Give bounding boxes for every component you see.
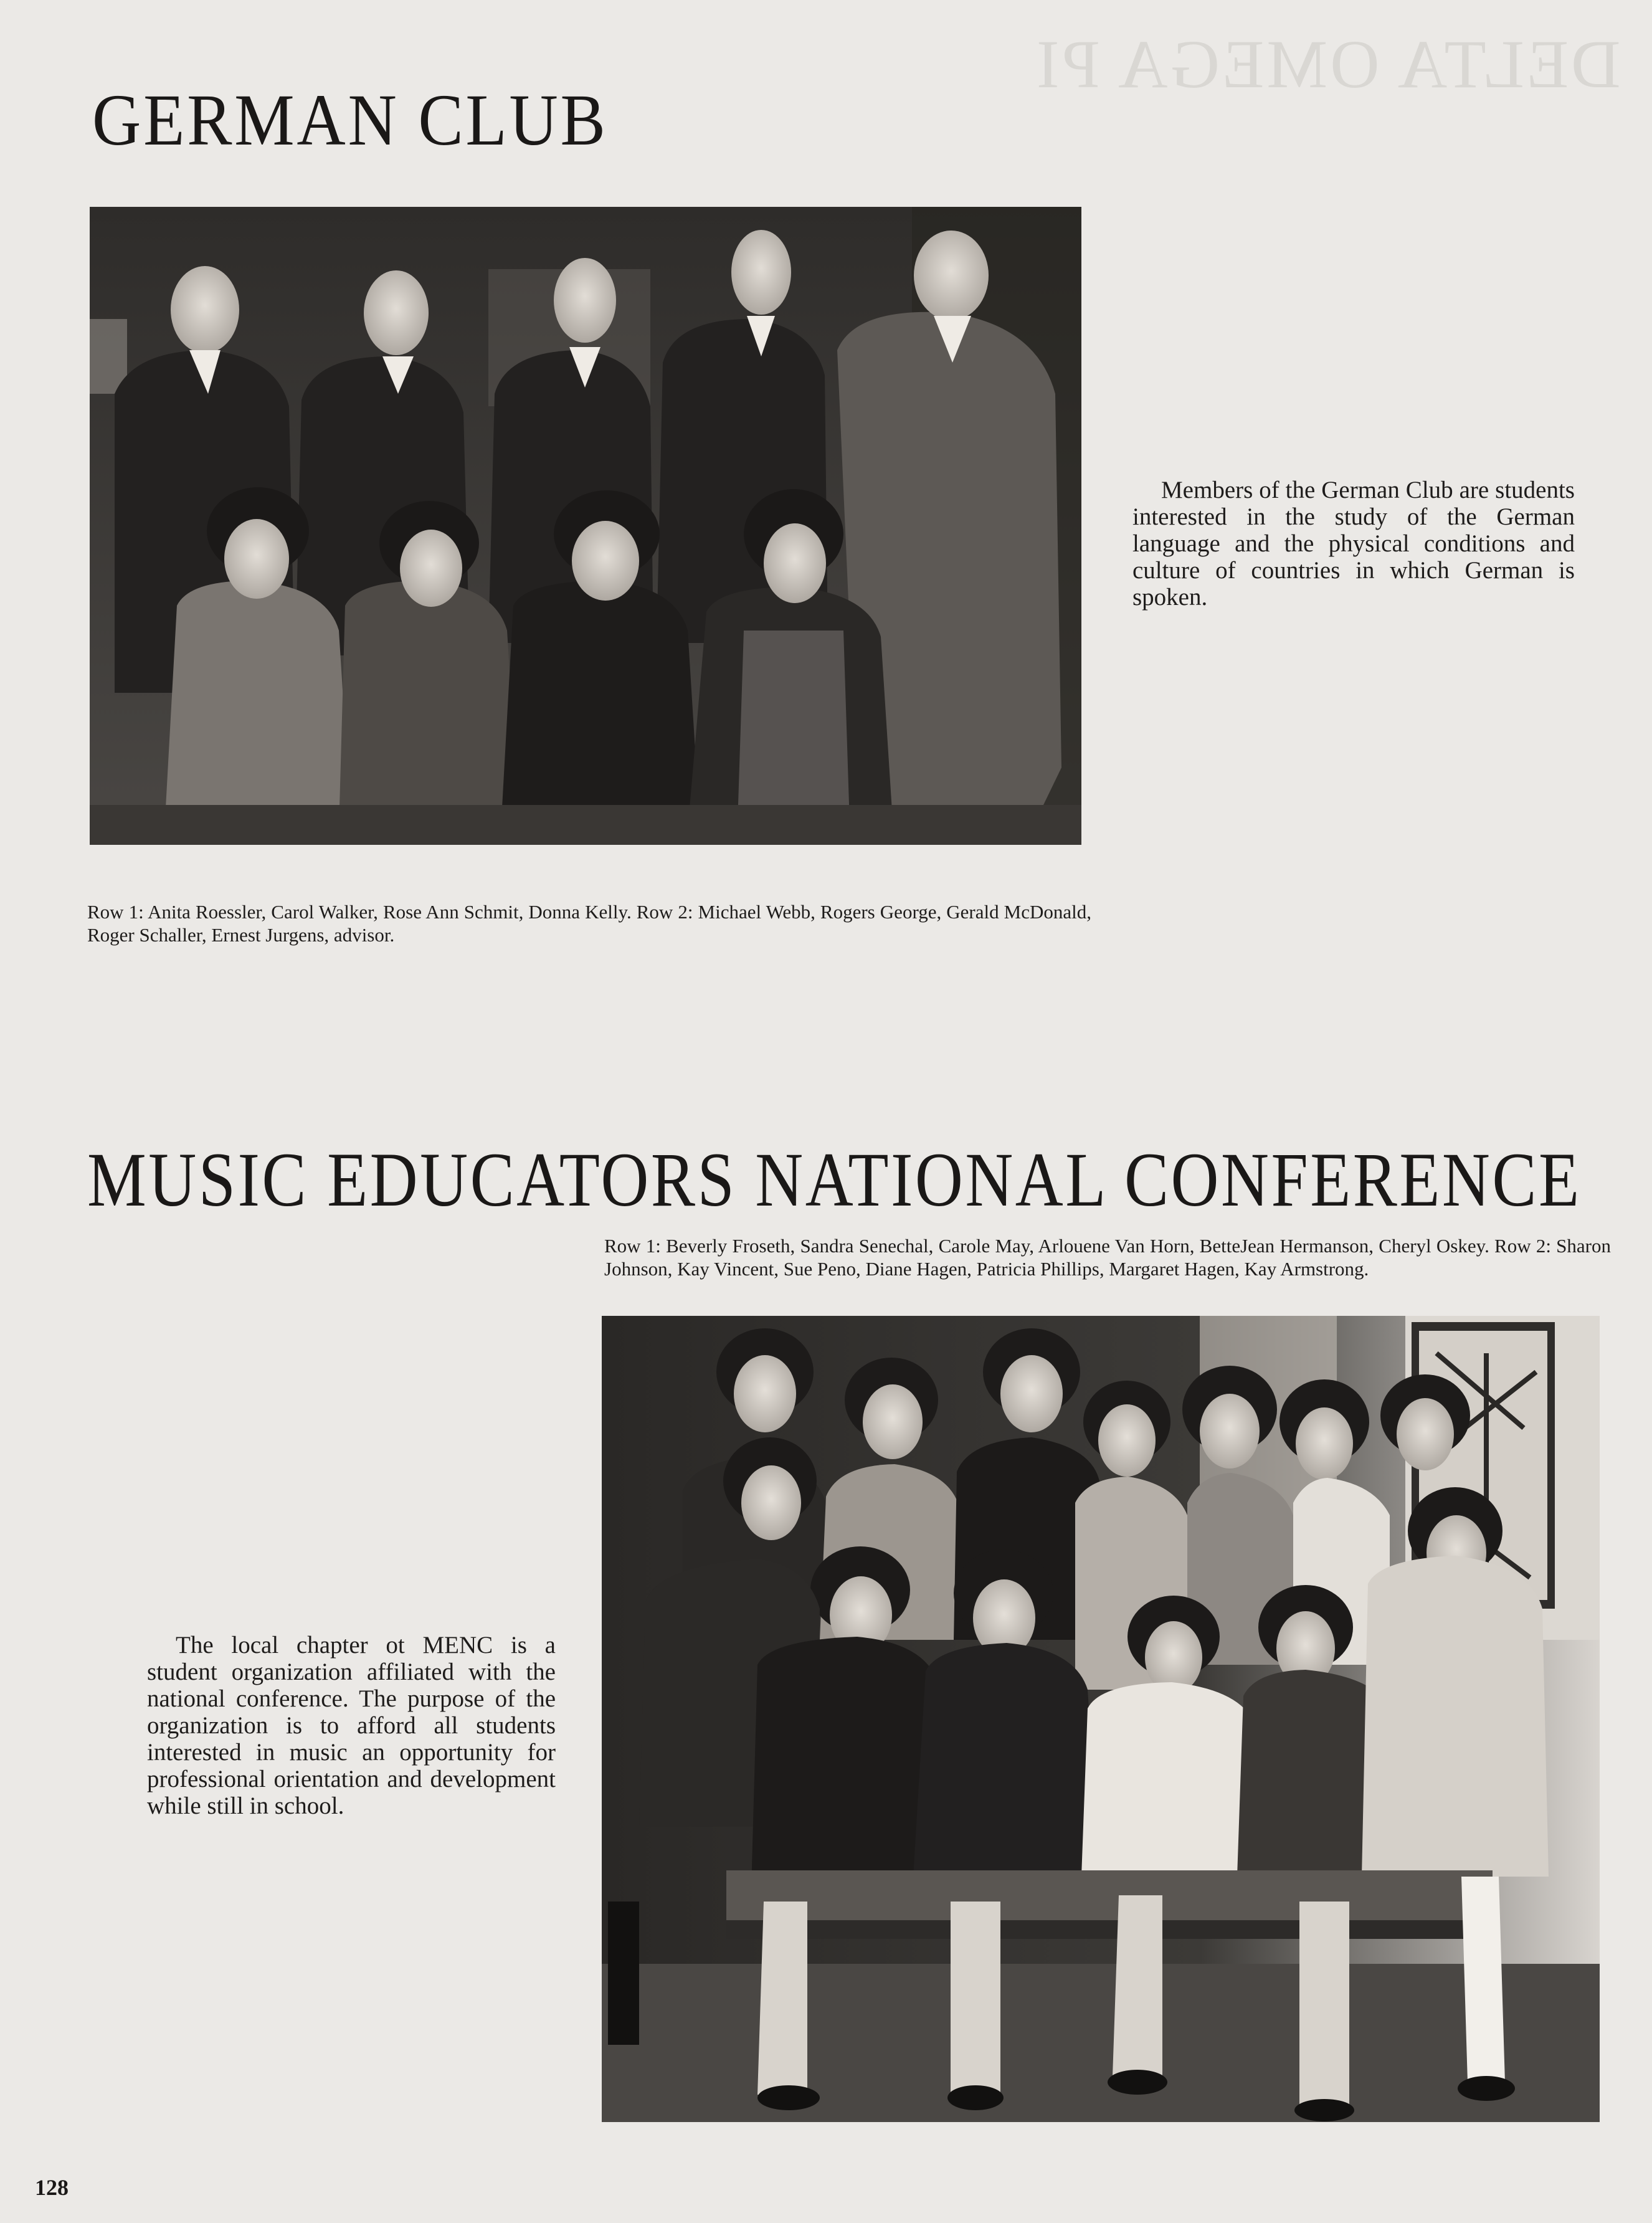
bleed-through-text: DELTA OMEGA PI bbox=[1034, 26, 1621, 102]
german-club-title: GERMAN CLUB bbox=[92, 79, 608, 161]
group-photo-icon bbox=[602, 1316, 1600, 2122]
german-club-caption: Row 1: Anita Roessler, Carol Walker, Rose Ann Schmit, Donna Kelly. Row 2: Michael Webb, Rogers George, Gerald McDonald, Roger Schaller, Ernest Jurgens, advisor. bbox=[87, 901, 1091, 946]
menc-caption: Row 1: Beverly Froseth, Sandra Senechal, Carole May, Arlouene Van Horn, BetteJean Hermanson, Cheryl Oskey. Row 2: Sharon Johnson, Kay Vincent, Sue Peno, Diane Hagen, Patricia Phillips, Margaret Hagen, Kay Armstrong. bbox=[604, 1235, 1611, 1280]
german-club-description: Members of the German Club are students interested in the study of the German language and the physical conditions and culture of countries in which German is spoken. bbox=[1132, 477, 1575, 611]
german-club-group-photo bbox=[90, 207, 1081, 845]
menc-description: The local chapter ot MENC is a student organization affiliated with the national conference. The purpose of the organization is to afford all students interested in music an opportunity for professional orientation and development while still in school. bbox=[147, 1632, 556, 1819]
menc-group-photo bbox=[602, 1316, 1600, 2122]
page-number: 128 bbox=[35, 2175, 69, 2200]
menc-title: MUSIC EDUCATORS NATIONAL CONFERENCE bbox=[87, 1137, 1582, 1223]
group-photo-icon bbox=[90, 207, 1081, 845]
